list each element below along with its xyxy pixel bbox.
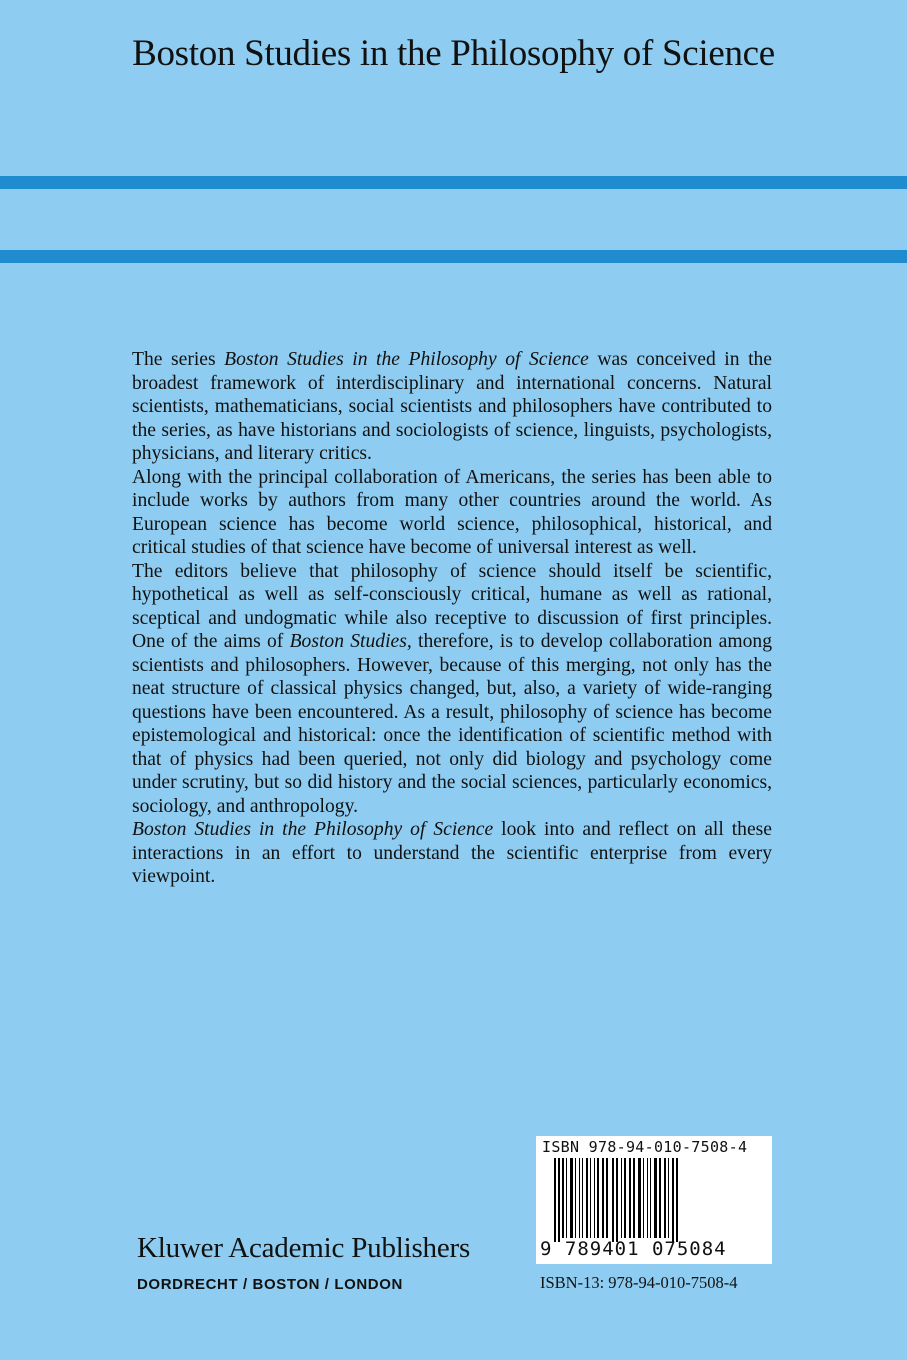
- barcode-bar: [582, 1158, 583, 1238]
- barcode-bar: [668, 1158, 669, 1238]
- barcode-bar: [650, 1158, 651, 1238]
- barcode-bar: [575, 1158, 576, 1238]
- barcode-bar: [621, 1158, 622, 1238]
- barcode-bar: [570, 1158, 573, 1238]
- publisher-name: Kluwer Academic Publishers: [137, 1232, 471, 1264]
- paragraph-1: The series Boston Studies in the Philosophy of Science was conceived in the broadest framework of interdisciplinary and international concerns. Natural scientists, mathematicians, social scientists and philosophers have contributed to the series, as have historians and sociologists of science, linguists, psychologists, physicians, and literary critics.: [132, 349, 772, 464]
- paragraph-4: Boston Studies in the Philosophy of Science look into and reflect on all these interactions in an effort to understand the scientific enterprise from every viewpoint.: [132, 819, 772, 887]
- barcode-bar: [579, 1158, 580, 1238]
- publisher-cities: DORDRECHT / BOSTON / LONDON: [137, 1276, 403, 1293]
- barcode-digits: 9 789401 075084: [540, 1238, 727, 1260]
- barcode-bar: [554, 1158, 556, 1242]
- decorative-stripe-bottom: [0, 250, 907, 263]
- barcode-bar: [597, 1158, 599, 1238]
- barcode-bar: [566, 1158, 567, 1238]
- barcode-bar: [624, 1158, 626, 1238]
- barcode-bar: [612, 1158, 614, 1242]
- barcode-bar: [629, 1158, 631, 1238]
- barcode-bar: [664, 1158, 666, 1238]
- barcode-bar: [672, 1158, 674, 1242]
- barcode-bar: [590, 1158, 591, 1238]
- barcode-bar: [606, 1158, 608, 1238]
- barcode-bar: [643, 1158, 644, 1238]
- barcode-bar: [633, 1158, 635, 1238]
- barcode-bar: [676, 1158, 678, 1242]
- barcode-bars: [540, 1158, 768, 1242]
- barcode-bar: [654, 1158, 657, 1238]
- barcode: [536, 1136, 772, 1264]
- barcode-bar: [616, 1158, 618, 1242]
- paragraph-3: The editors believe that philosophy of science should itself be scientific, hypothetical as well as self-consciously critical, humane as well as rational, sceptical and undogmatic while also receptive to discussion of first principles. One of the aims of Boston Studies, therefore, is to develop collaboration among scientists and philosophers. However, because of this merging, not only has the neat structure of classical physics changed, but, also, a variety of wide-ranging questions have been encountered. As a result, philosophy of science has become epistemological and historical: once the identification of scientific method with that of physics had been queried, not only did biology and psychology come under scrutiny, but so did history and the social sciences, particularly economics, sociology, and anthropology.: [132, 560, 772, 817]
- barcode-bar: [659, 1158, 661, 1238]
- series-title: Boston Studies in the Philosophy of Science: [132, 33, 775, 74]
- decorative-stripe-top: [0, 176, 907, 189]
- paragraph-2: Along with the principal collaboration of Americans, the series has been able to include works by authors from many other countries around the world. As European science has become world science, philosophical, historical, and critical studies of that science have become of universal interest as well.: [132, 466, 772, 558]
- barcode-bar: [647, 1158, 648, 1238]
- barcode-isbn-label: ISBN 978-94-010-7508-4: [542, 1138, 748, 1156]
- barcode-bar: [586, 1158, 588, 1238]
- barcode-bar: [562, 1158, 564, 1238]
- barcode-bar: [594, 1158, 595, 1238]
- barcode-bar: [558, 1158, 560, 1242]
- isbn-13: ISBN-13: 978-94-010-7508-4: [540, 1273, 738, 1292]
- back-cover-description: [132, 348, 772, 889]
- barcode-bar: [638, 1158, 641, 1238]
- barcode-bar: [602, 1158, 604, 1238]
